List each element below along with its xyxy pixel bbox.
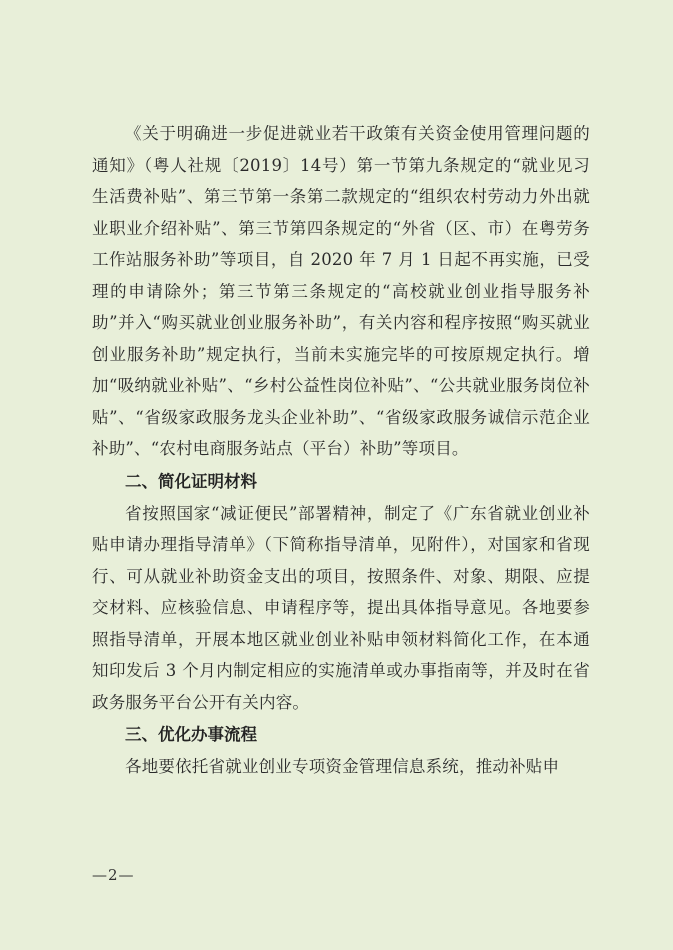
paragraph: 各地要依托省就业创业专项资金管理信息系统，推动补贴申 (125, 757, 560, 776)
paragraph: 省按照国家“减证便民”部署精神，制定了《广东省就业创业补贴申请办理指导清单》（下简称指导清单，见附件），对国家和省现行、可从就业补助资金支出的项目，按照条件、对象、期限、应提交材料、应核验信息、申请程序等，提出具体指导意见。各地要参照指导清单，开展本地区就业创业补贴申领材料简化工作，在本通知印发后 3 个月内制定相应的实施清单或办事指南等，并及时在省政务服务平台公开有关内容。 (92, 503, 590, 712)
paragraph: 《关于明确进一步促进就业若干政策有关资金使用管理问题的通知》（粤人社规〔2019〕14号）第一节第九条规定的“就业见习生活费补贴”、第三节第一条第二款规定的“组织农村劳动力外出就业职业介绍补贴”、第三节第四条规定的“外省（区、市）在粤劳务工作站服务补助”等项目，自 2020 年 7 月 1 日起不再实施，已受理的申请除外；第三节第三条规定的“高校就业创业指导服务补助”并入“购买就业创业服务补助”，有关内容和程序按照“购买就业创业服务补助”规定执行，当前未实施完毕的可按原规定执行。增加“吸纳就业补贴”、“乡村公益性岗位补贴”、“公共就业服务岗位补贴”、“省级家政服务龙头企业补助”、“省级家政服务诚信示范企业补助”、“农村电商服务站点（平台）补助”等项目。 (92, 124, 590, 458)
section-heading: 二、简化证明材料 (125, 471, 257, 491)
document-body (92, 118, 590, 783)
page-number: —2— (92, 866, 135, 884)
section-heading: 三、优化办事流程 (125, 725, 257, 744)
